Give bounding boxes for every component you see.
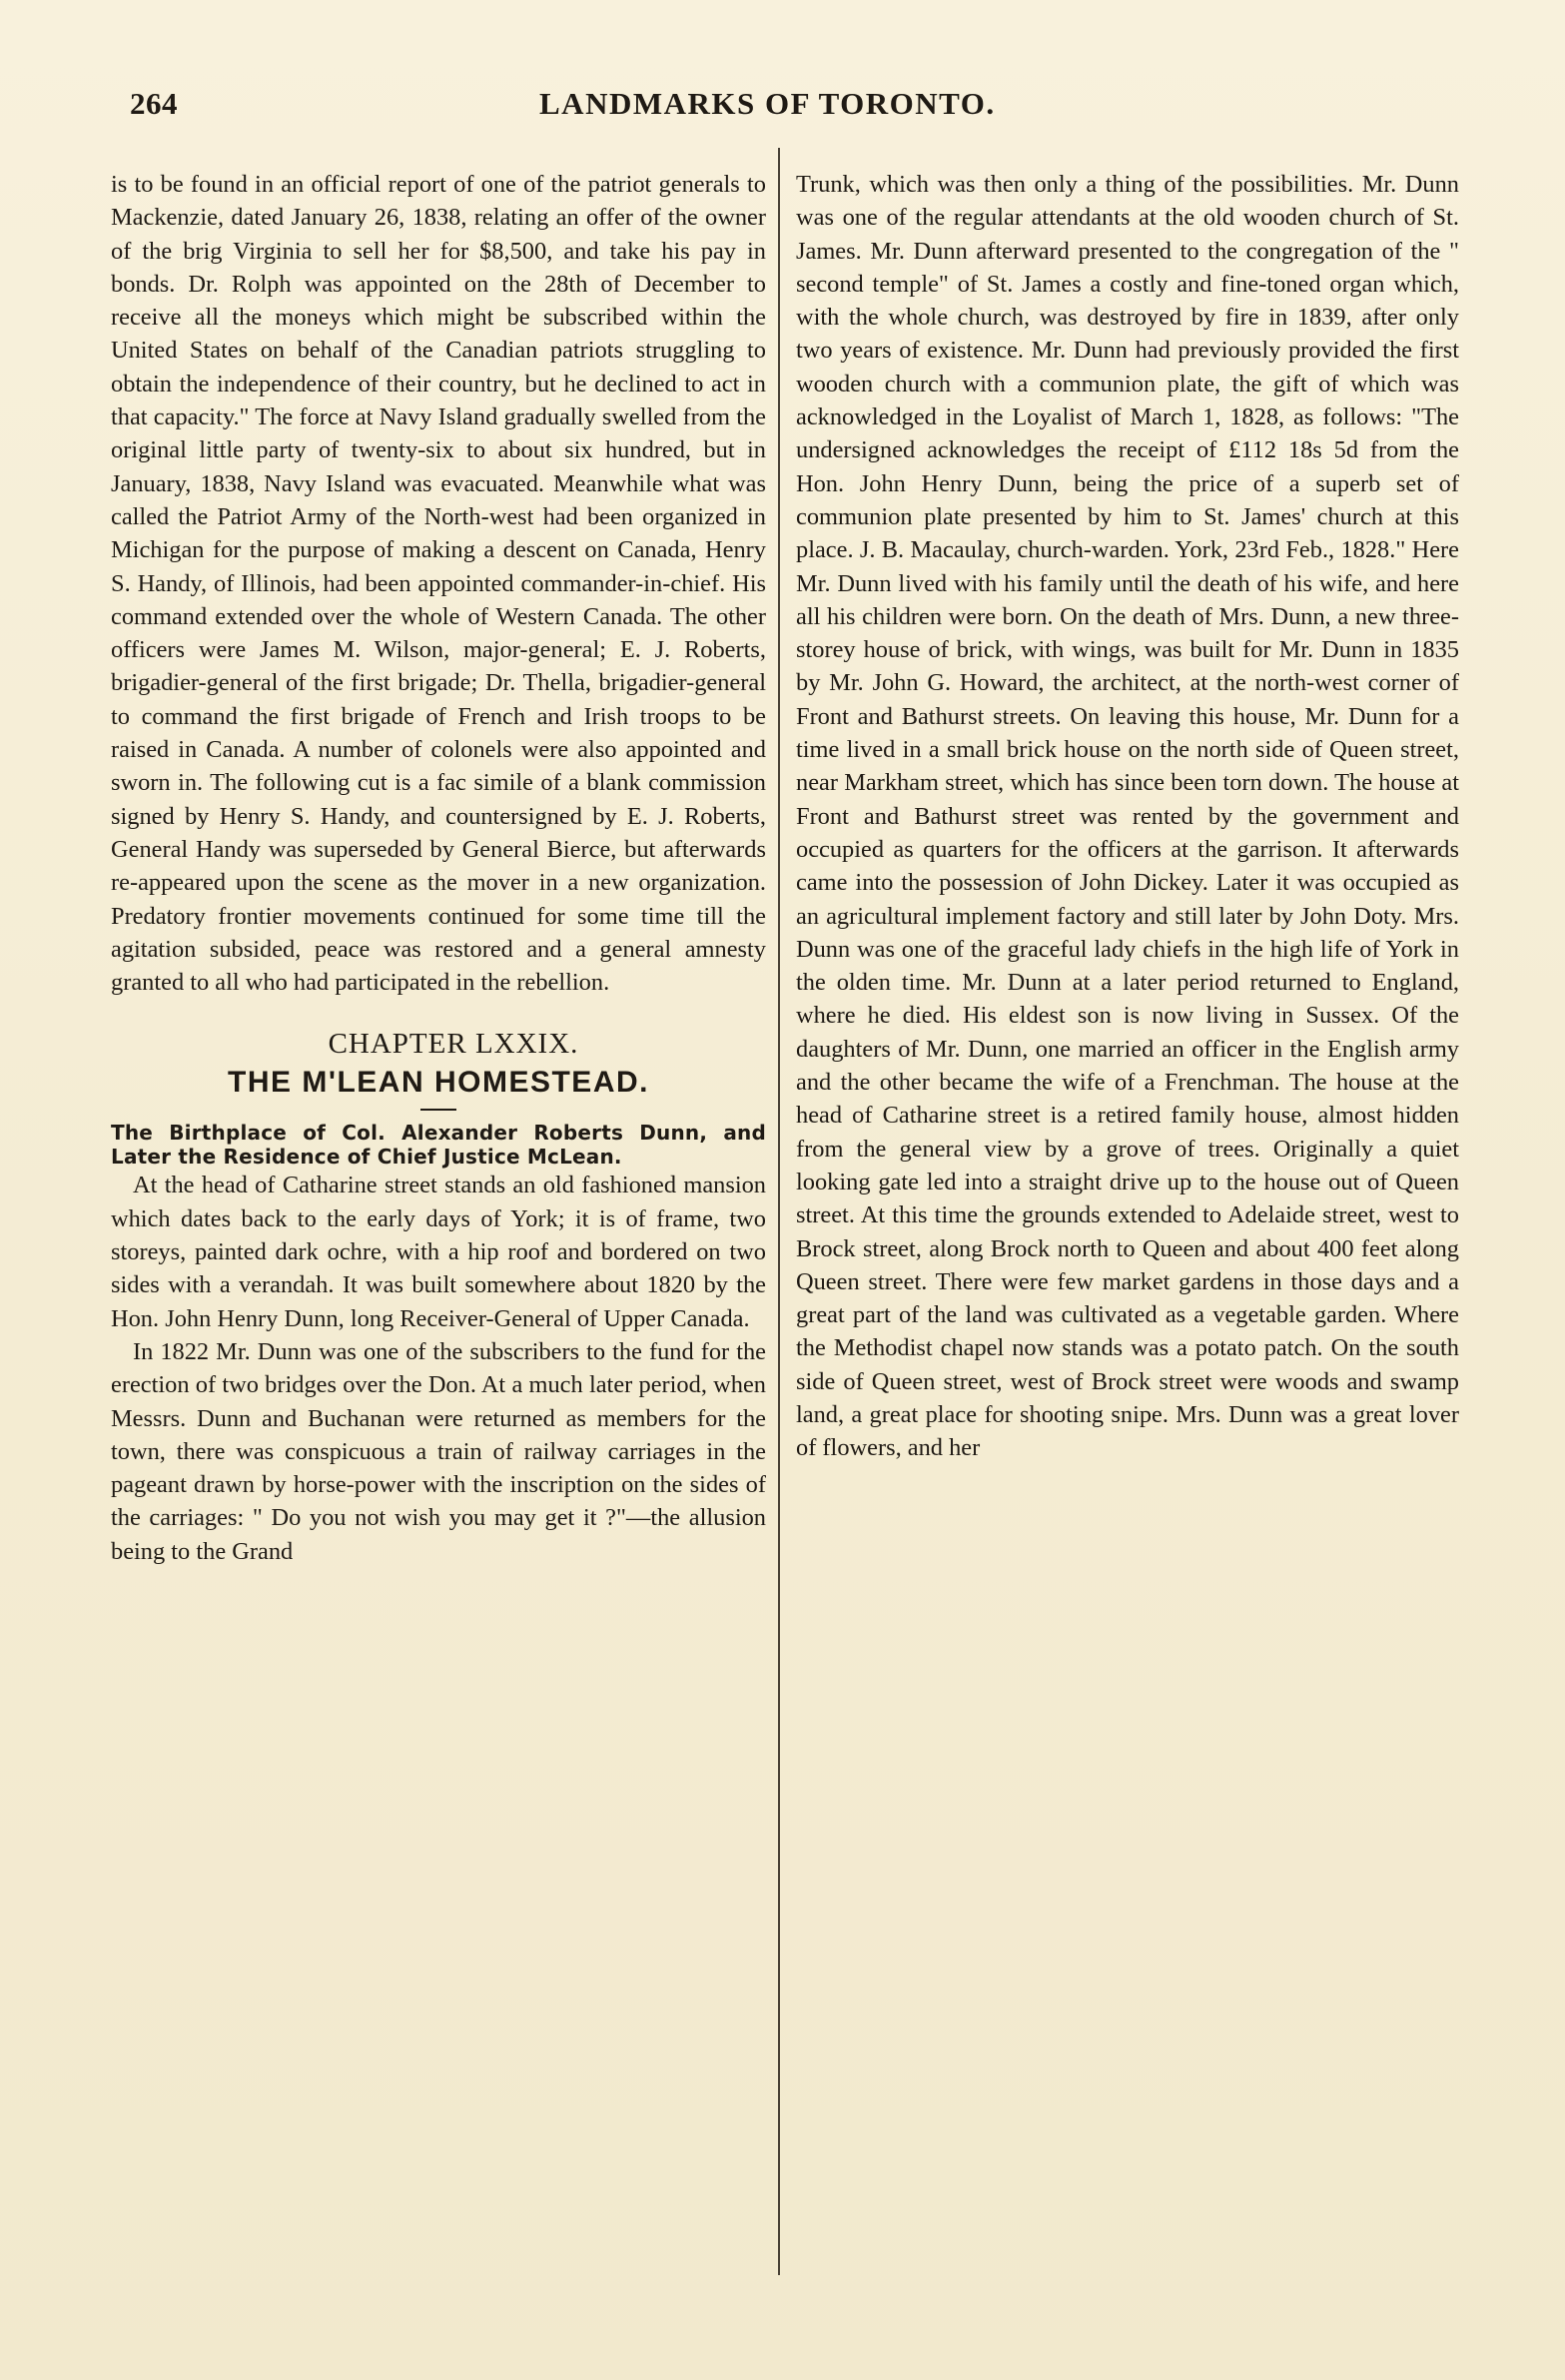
left-paragraph-2: At the head of Catharine street stands an old fashioned mansion which dates back to the early days of York; it is of frame, two storeys, painted dark ochre, with a hip roof and bordered on two sides with a verandah. It was built somewhere about 1820 by the Hon. John Henry Dunn, long Receiver-General of Upper Canada. [111,1172,766,1332]
right-paragraph-1: Trunk, which was then only a thing of the possibilities. Mr. Dunn was one of the regular attendants at the old wooden church of St. James. Mr. Dunn afterward presented to the congregation of the " second temple" of St. James a costly and fine-toned organ which, with the whole church, was destroyed by fire in 1839, after only two years of existence. Mr. Dunn had previously provided the first wooden church with a communion plate, the gift of which was acknowledged in the Loyalist of March 1, 1828, as follows: "The undersigned acknowledges the receipt of £112 18s 5d from the Hon. John Henry Dunn, being the price of a superb set of communion plate presented by him to St. James' church at this place. J. B. Macaulay, church-warden. York, 23rd Feb., 1828." Here Mr. Dunn lived with his family until the death of his wife, and here all his children were born. On the death of Mrs. Dunn, a new three-storey house of brick, with wings, was built for Mr. Dunn in 1835 by Mr. John G. Howard, the architect, at the north-west corner of Front and Bathurst streets. On leaving this house, Mr. Dunn for a time lived in a small brick house on the north side of Queen street, near Markham street, which has since been torn down. The house at Front and Bathurst street was rented by the government and occupied as quarters for the officers at the garrison. It afterwards came into the possession of John Dickey. Later it was occupied as an agricultural implement factory and still later by John Doty. Mrs. Dunn was one of the graceful lady chiefs in the high life of York in the olden time. Mr. Dunn at a later period returned to England, where he died. His eldest son is now living in Sussex. Of the daughters of Mr. Dunn, one married an officer in the English army and the other became the wife of a Frenchman. The house at the head of Catharine street is a retired family house, almost hidden from the general view by a grove of trees. Originally a quiet looking gate led into a straight drive up to the house out of Queen street. At this time the grounds extended to Adelaide street, west to Brock street, along Brock north to Queen and about 400 feet along Queen street. There were few market gardens in those days and a great part of the land was cultivated as a vegetable garden. Where the Methodist chapel now stands was a potato patch. On the south side of Queen street, west of Brock street were woods and swamp land, a great place for shooting snipe. Mrs. Dunn was a great lover of flowers, and her [796,171,1459,1462]
left-paragraph-3: In 1822 Mr. Dunn was one of the subscribers to the fund for the erection of two bridges over the Don. At a much later period, when Messrs. Dunn and Buchanan were returned as members for the town, there was conspicuous a train of railway carriages in the pageant drawn by horse-power with the inscription on the sides of the carriages: " Do you not wish you may get it ?"—the allusion being to the Grand [111,1337,766,1565]
chapter-subtitle: The Birthplace of Col. Alexander Roberts Dunn, and Later the Residence of Chief Justice McLean. [111,1121,766,1170]
chapter-rule [420,1109,456,1111]
left-column [111,168,766,1568]
column-divider [778,148,780,2275]
right-column [796,168,1459,1465]
chapter-number: CHAPTER LXXIX. [328,1028,579,1061]
running-head: LANDMARKS OF TORONTO. [539,86,996,121]
chapter-title: THE M'LEAN HOMESTEAD. [228,1066,649,1100]
left-paragraph-1: is to be found in an official report of one of the patriot generals to Mackenzie, dated January 26, 1838, relating an offer of the owner of the brig Virginia to sell her for $8,500, and take his pay in bonds. Dr. Rolph was appointed on the 28th of December to receive all the moneys which might be subscribed within the United States on behalf of the Canadian patriots struggling to obtain the independence of their country, but he declined to act in that capacity." The force at Navy Island gradually swelled from the original little party of twenty-six to about six hundred, but in January, 1838, Navy Island was evacuated. Meanwhile what was called the Patriot Army of the North-west had been organized in Michigan for the purpose of making a descent on Canada, Henry S. Handy, of Illinois, had been appointed commander-in-chief. His command extended over the whole of Western Canada. The other officers were James M. Wilson, major-general; E. J. Roberts, brigadier-general of the first brigade; Dr. Thella, brigadier-general to command the first brigade of French and Irish troops to be raised in Canada. A number of colonels were also appointed and sworn in. The following cut is a fac simile of a blank commission signed by Henry S. Handy, and countersigned by E. J. Roberts, General Handy was superseded by General Bierce, but afterwards re-appeared upon the scene as the mover in a new organization. Predatory frontier movements continued for some time till the agitation subsided, peace was restored and a general amnesty granted to all who had participated in the rebellion. [111,171,766,997]
page-header [130,86,1458,126]
page-number: 264 [130,86,178,121]
